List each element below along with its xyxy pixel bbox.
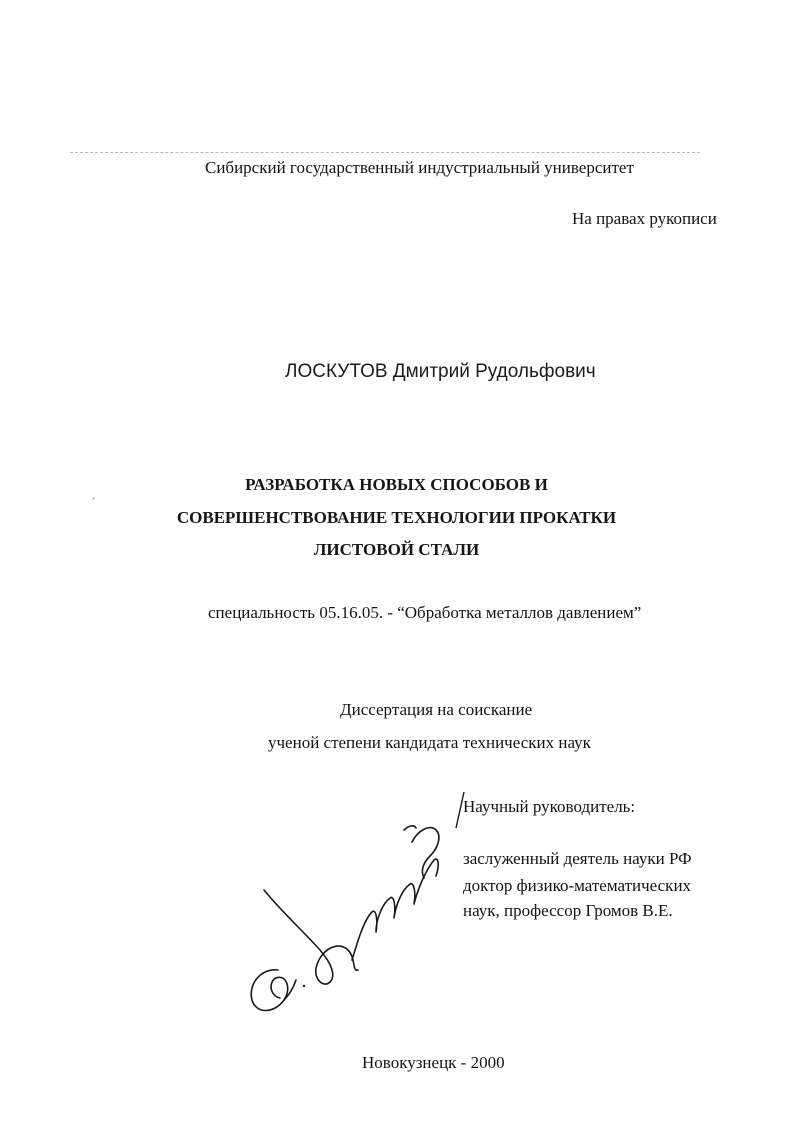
city-and-year: Новокузнецк - 2000 (362, 1053, 505, 1072)
dissertation-title-line-2: СОВЕРШЕНСТВОВАНИЕ ТЕХНОЛОГИИ ПРОКАТКИ (176, 508, 617, 527)
degree-statement-line-1: Диссертация на соискание (340, 700, 533, 719)
adviser-title-line-2: доктор физико-математических (463, 876, 692, 895)
handwritten-signature (240, 800, 460, 1030)
author-name: ЛОСКУТОВ Дмитрий Рудольфович (285, 361, 596, 382)
scan-artifact-rule (70, 152, 700, 153)
adviser-name-line: наук, профессор Громов В.Е. (463, 901, 673, 920)
university-name: Сибирский государственный индустриальный университет (205, 158, 634, 177)
specialty-code: специальность 05.16.05. - “Обработка металлов давлением” (208, 603, 642, 622)
adviser-title-line-1: заслуженный деятель науки РФ (463, 849, 692, 868)
degree-statement-line-2: ученой степени кандидата технических наук (268, 733, 591, 752)
dissertation-title-line-3: ЛИСТОВОЙ СТАЛИ (313, 540, 480, 559)
manuscript-rights-note: На правах рукописи (572, 209, 717, 228)
dissertation-title-line-1: РАЗРАБОТКА НОВЫХ СПОСОБОВ И (245, 475, 548, 494)
scientific-adviser-label: Научный руководитель: (463, 797, 636, 816)
scan-speck (92, 497, 95, 500)
